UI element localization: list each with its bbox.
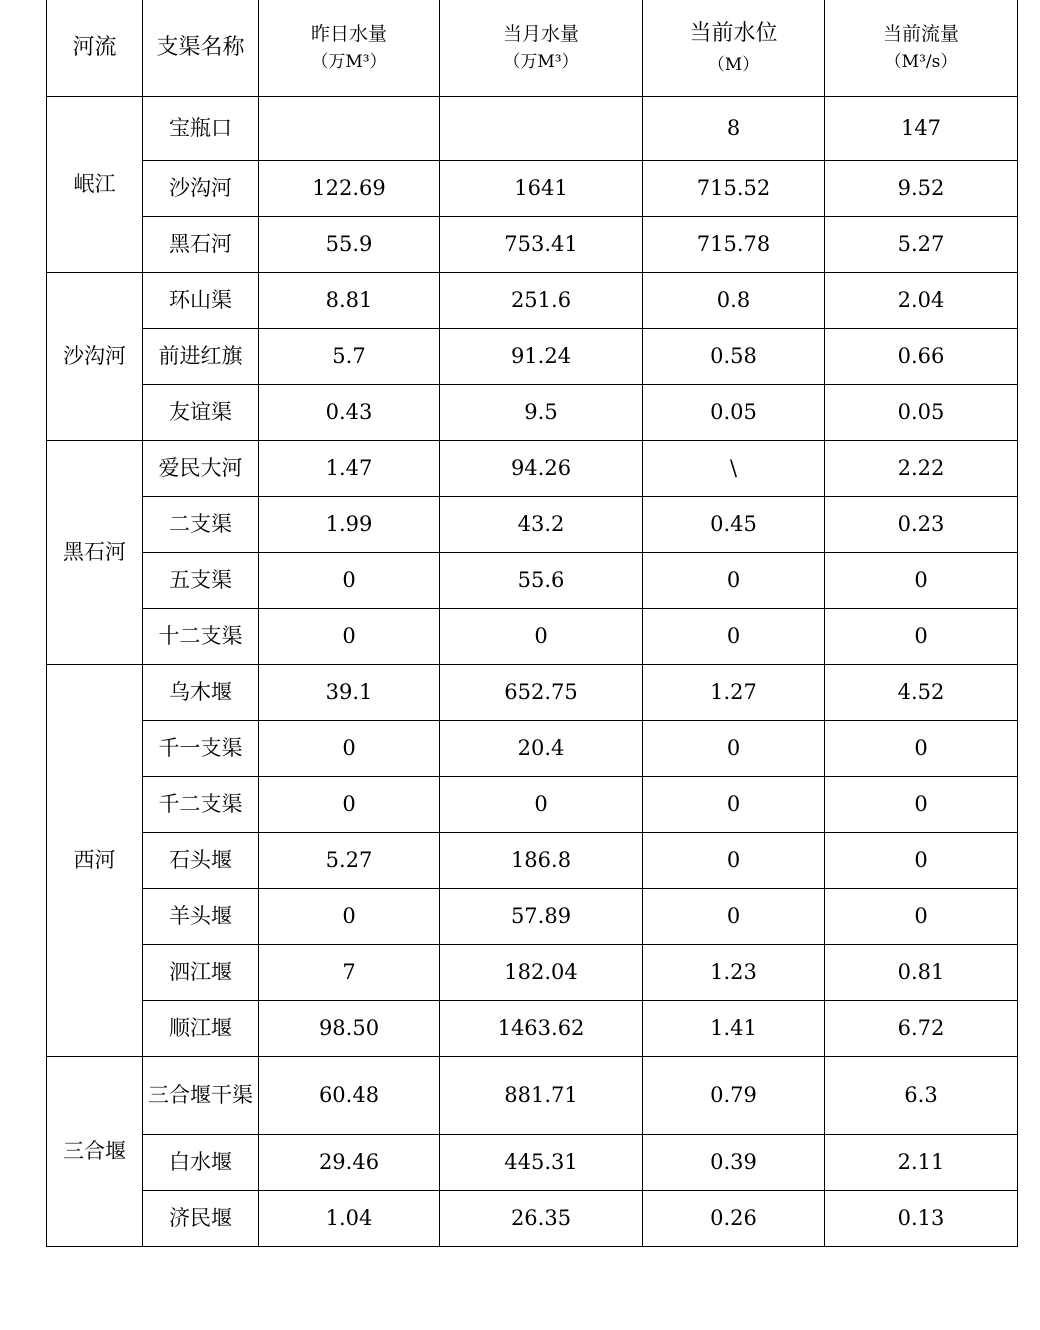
yesterday-cell: 0.43 — [259, 385, 440, 441]
header-level-unit: （M） — [707, 54, 760, 75]
flow-cell: 0 — [825, 553, 1018, 609]
yesterday-cell: 98.50 — [259, 1001, 440, 1057]
table-row — [47, 497, 1018, 553]
channel-cell: 三合堰干渠 — [143, 1057, 259, 1135]
flow-cell: 5.27 — [825, 217, 1018, 273]
channel-cell: 千二支渠 — [143, 777, 259, 833]
level-cell: 0.79 — [643, 1057, 825, 1135]
channel-cell: 爱民大河 — [143, 441, 259, 497]
header-flow-label: 当前流量 — [882, 22, 959, 45]
month-cell: 1463.62 — [440, 1001, 643, 1057]
channel-cell: 济民堰 — [143, 1191, 259, 1247]
level-cell: 0 — [643, 721, 825, 777]
level-cell: 1.23 — [643, 945, 825, 1001]
level-cell: 0.05 — [643, 385, 825, 441]
flow-cell: 0.23 — [825, 497, 1018, 553]
yesterday-cell: 0 — [259, 777, 440, 833]
yesterday-cell: 122.69 — [259, 161, 440, 217]
yesterday-cell: 8.81 — [259, 273, 440, 329]
month-cell: 0 — [440, 609, 643, 665]
flow-cell: 0 — [825, 889, 1018, 945]
channel-cell: 环山渠 — [143, 273, 259, 329]
level-cell: 0 — [643, 609, 825, 665]
header-level — [643, 0, 825, 97]
yesterday-cell: 7 — [259, 945, 440, 1001]
yesterday-cell — [259, 97, 440, 161]
channel-cell: 友谊渠 — [143, 385, 259, 441]
flow-cell: 0.13 — [825, 1191, 1018, 1247]
water-volume-table — [46, 0, 1018, 1247]
channel-cell: 二支渠 — [143, 497, 259, 553]
flow-cell: 0 — [825, 833, 1018, 889]
table-row — [47, 833, 1018, 889]
table-row — [47, 721, 1018, 777]
header-level-label: 当前水位 — [689, 21, 778, 47]
channel-cell: 顺江堰 — [143, 1001, 259, 1057]
table-row — [47, 1191, 1018, 1247]
month-cell — [440, 97, 643, 161]
table-row — [47, 217, 1018, 273]
table-row — [47, 1135, 1018, 1191]
table-row — [47, 161, 1018, 217]
level-cell: 0.45 — [643, 497, 825, 553]
header-yesterday — [259, 0, 440, 97]
flow-cell: 2.22 — [825, 441, 1018, 497]
channel-cell: 乌木堰 — [143, 665, 259, 721]
channel-cell: 宝瓶口 — [143, 97, 259, 161]
channel-cell: 十二支渠 — [143, 609, 259, 665]
header-yesterday-label: 昨日水量 — [310, 22, 387, 45]
yesterday-cell: 1.47 — [259, 441, 440, 497]
flow-cell: 0 — [825, 609, 1018, 665]
month-cell: 182.04 — [440, 945, 643, 1001]
table-row — [47, 329, 1018, 385]
level-cell: 0 — [643, 553, 825, 609]
month-cell: 26.35 — [440, 1191, 643, 1247]
header-channel: 支渠名称 — [143, 0, 259, 97]
level-cell: 1.27 — [643, 665, 825, 721]
month-cell: 0 — [440, 777, 643, 833]
table-row — [47, 665, 1018, 721]
yesterday-cell: 60.48 — [259, 1057, 440, 1135]
table-row — [47, 945, 1018, 1001]
month-cell: 9.5 — [440, 385, 643, 441]
flow-cell: 2.11 — [825, 1135, 1018, 1191]
table-row — [47, 273, 1018, 329]
yesterday-cell: 5.27 — [259, 833, 440, 889]
level-cell: 8 — [643, 97, 825, 161]
level-cell: 0 — [643, 889, 825, 945]
table-row — [47, 441, 1018, 497]
level-cell: 0 — [643, 777, 825, 833]
channel-cell: 五支渠 — [143, 553, 259, 609]
yesterday-cell: 55.9 — [259, 217, 440, 273]
flow-cell: 0 — [825, 721, 1018, 777]
yesterday-cell: 0 — [259, 721, 440, 777]
month-cell: 881.71 — [440, 1057, 643, 1135]
flow-cell: 0.81 — [825, 945, 1018, 1001]
level-cell: 0.8 — [643, 273, 825, 329]
yesterday-cell: 0 — [259, 609, 440, 665]
month-cell: 445.31 — [440, 1135, 643, 1191]
header-month — [440, 0, 643, 97]
channel-cell: 羊头堰 — [143, 889, 259, 945]
channel-cell: 黑石河 — [143, 217, 259, 273]
channel-cell: 前进红旗 — [143, 329, 259, 385]
table-row — [47, 1001, 1018, 1057]
flow-cell: 0.66 — [825, 329, 1018, 385]
river-cell: 沙沟河 — [47, 273, 143, 441]
month-cell: 43.2 — [440, 497, 643, 553]
level-cell: 0.26 — [643, 1191, 825, 1247]
table-row — [47, 609, 1018, 665]
yesterday-cell: 39.1 — [259, 665, 440, 721]
table-row — [47, 97, 1018, 161]
flow-cell: 0 — [825, 777, 1018, 833]
yesterday-cell: 29.46 — [259, 1135, 440, 1191]
river-cell: 三合堰 — [47, 1057, 143, 1247]
level-cell: 715.78 — [643, 217, 825, 273]
month-cell: 1641 — [440, 161, 643, 217]
month-cell: 55.6 — [440, 553, 643, 609]
header-flow — [825, 0, 1018, 97]
flow-cell: 0.05 — [825, 385, 1018, 441]
flow-cell: 2.04 — [825, 273, 1018, 329]
yesterday-cell: 1.99 — [259, 497, 440, 553]
channel-cell: 千一支渠 — [143, 721, 259, 777]
month-cell: 94.26 — [440, 441, 643, 497]
river-cell: 岷江 — [47, 97, 143, 273]
month-cell: 57.89 — [440, 889, 643, 945]
channel-cell: 泗江堰 — [143, 945, 259, 1001]
yesterday-cell: 5.7 — [259, 329, 440, 385]
month-cell: 251.6 — [440, 273, 643, 329]
level-cell: 0.39 — [643, 1135, 825, 1191]
month-cell: 652.75 — [440, 665, 643, 721]
channel-cell: 石头堰 — [143, 833, 259, 889]
channel-cell: 沙沟河 — [143, 161, 259, 217]
header-river: 河流 — [47, 0, 143, 97]
flow-cell: 9.52 — [825, 161, 1018, 217]
table-row — [47, 889, 1018, 945]
river-cell: 黑石河 — [47, 441, 143, 665]
month-cell: 753.41 — [440, 217, 643, 273]
table-row — [47, 777, 1018, 833]
yesterday-cell: 0 — [259, 553, 440, 609]
level-cell: \ — [643, 441, 825, 497]
table-row — [47, 1057, 1018, 1135]
level-cell: 0 — [643, 833, 825, 889]
table-row — [47, 553, 1018, 609]
yesterday-cell: 1.04 — [259, 1191, 440, 1247]
flow-cell: 4.52 — [825, 665, 1018, 721]
header-row — [47, 0, 1018, 97]
header-yesterday-unit: （万M³） — [311, 52, 387, 73]
table-row — [47, 385, 1018, 441]
flow-cell: 6.72 — [825, 1001, 1018, 1057]
level-cell: 0.58 — [643, 329, 825, 385]
header-flow-unit: （M³/s） — [884, 52, 958, 73]
level-cell: 715.52 — [643, 161, 825, 217]
month-cell: 20.4 — [440, 721, 643, 777]
header-month-label: 当月水量 — [502, 22, 579, 45]
level-cell: 1.41 — [643, 1001, 825, 1057]
channel-cell: 白水堰 — [143, 1135, 259, 1191]
header-month-unit: （万M³） — [503, 52, 579, 73]
month-cell: 91.24 — [440, 329, 643, 385]
yesterday-cell: 0 — [259, 889, 440, 945]
month-cell: 186.8 — [440, 833, 643, 889]
river-cell: 西河 — [47, 665, 143, 1057]
flow-cell: 6.3 — [825, 1057, 1018, 1135]
flow-cell: 147 — [825, 97, 1018, 161]
